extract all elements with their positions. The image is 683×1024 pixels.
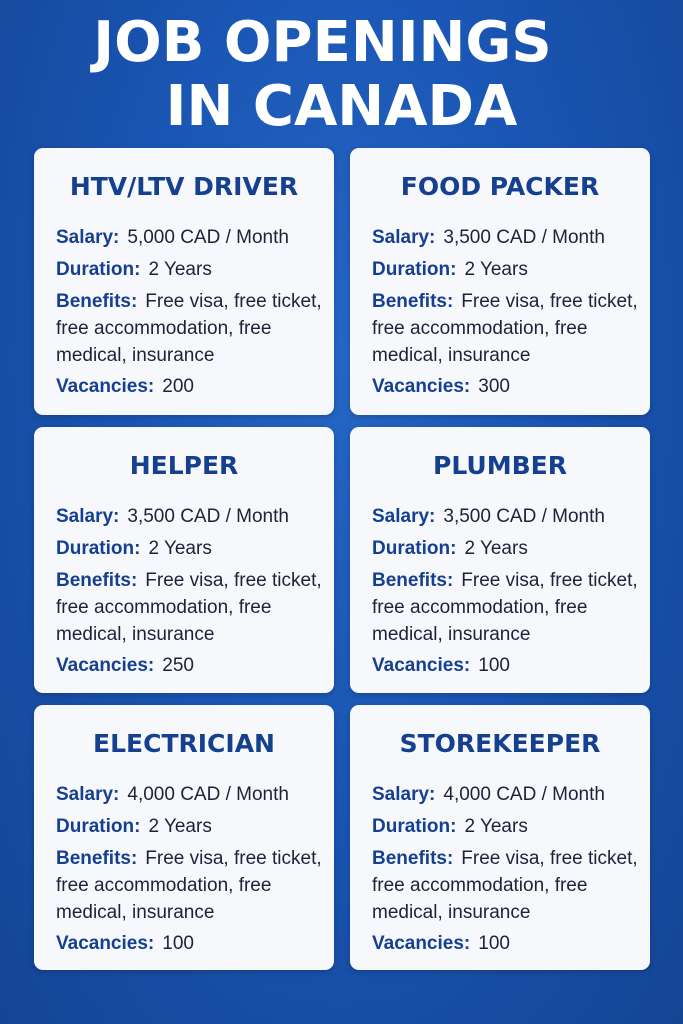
duration-label: Duration: [56, 816, 141, 837]
duration-row [56, 813, 324, 840]
vacancies-value: 300 [478, 376, 510, 397]
duration-value: 2 Years [464, 259, 528, 280]
job-card-htv-ltv-driver [34, 148, 334, 415]
duration-value: 2 Years [464, 816, 528, 837]
duration-value: 2 Years [148, 816, 212, 837]
vacancies-label: Vacancies: [56, 933, 155, 954]
vacancies-value: 100 [162, 933, 194, 954]
salary-row [372, 503, 640, 530]
duration-label: Duration: [372, 538, 457, 559]
job-details [56, 781, 324, 962]
salary-value: 4,000 CAD / Month [127, 784, 289, 805]
duration-row [372, 256, 640, 283]
duration-row [372, 813, 640, 840]
vacancies-label: Vacancies: [372, 933, 471, 954]
salary-value: 3,500 CAD / Month [127, 506, 289, 527]
duration-row [56, 535, 324, 562]
salary-label: Salary: [56, 506, 120, 527]
job-details [56, 503, 324, 684]
salary-value: 3,500 CAD / Month [443, 506, 605, 527]
benefits-label: Benefits: [372, 848, 454, 869]
vacancies-value: 200 [162, 376, 194, 397]
page-title-line-2: IN CANADA [165, 74, 518, 139]
salary-label: Salary: [372, 227, 436, 248]
benefits-value: Free visa, free ticket, free accommodation, free medical, insurance [372, 570, 638, 645]
vacancies-value: 100 [478, 933, 510, 954]
job-card-helper [34, 427, 334, 693]
benefits-value: Free visa, free ticket, free accommodation, free medical, insurance [372, 291, 638, 366]
vacancies-row [56, 652, 324, 679]
job-card-food-packer [350, 148, 650, 415]
salary-row [372, 781, 640, 808]
benefits-value: Free visa, free ticket, free accommodation, free medical, insurance [56, 848, 322, 923]
duration-row [56, 256, 324, 283]
benefits-label: Benefits: [372, 570, 454, 591]
vacancies-label: Vacancies: [372, 376, 471, 397]
job-title: ELECTRICIAN [93, 729, 275, 758]
benefits-row [372, 845, 640, 926]
benefits-value: Free visa, free ticket, free accommodation, free medical, insurance [56, 570, 322, 645]
salary-value: 3,500 CAD / Month [443, 227, 605, 248]
duration-label: Duration: [56, 259, 141, 280]
benefits-row [56, 288, 324, 369]
duration-label: Duration: [56, 538, 141, 559]
salary-value: 4,000 CAD / Month [443, 784, 605, 805]
job-title: HTV/LTV DRIVER [69, 172, 299, 201]
duration-label: Duration: [372, 259, 457, 280]
duration-value: 2 Years [148, 538, 212, 559]
vacancies-value: 250 [162, 655, 194, 676]
job-card-storekeeper [350, 705, 650, 970]
job-card-plumber [350, 427, 650, 693]
benefits-label: Benefits: [56, 291, 138, 312]
benefits-row [372, 288, 640, 369]
job-title: STOREKEEPER [399, 729, 601, 758]
benefits-row [372, 567, 640, 648]
vacancies-value: 100 [478, 655, 510, 676]
benefits-value: Free visa, free ticket, free accommodation, free medical, insurance [372, 848, 638, 923]
duration-label: Duration: [372, 816, 457, 837]
vacancies-row [56, 373, 324, 400]
benefits-label: Benefits: [56, 570, 138, 591]
vacancies-row [372, 652, 640, 679]
vacancies-label: Vacancies: [372, 655, 471, 676]
benefits-label: Benefits: [56, 848, 138, 869]
job-details [372, 781, 640, 962]
salary-row [56, 224, 324, 251]
salary-row [372, 224, 640, 251]
duration-row [372, 535, 640, 562]
job-grid [34, 148, 650, 970]
salary-label: Salary: [56, 227, 120, 248]
job-title: HELPER [129, 451, 239, 480]
salary-label: Salary: [372, 784, 436, 805]
job-details [372, 503, 640, 684]
vacancies-row [56, 930, 324, 957]
salary-label: Salary: [56, 784, 120, 805]
vacancies-label: Vacancies: [56, 655, 155, 676]
job-details [56, 224, 324, 405]
salary-row [56, 781, 324, 808]
salary-label: Salary: [372, 506, 436, 527]
job-details [372, 224, 640, 405]
job-title: FOOD PACKER [400, 172, 600, 201]
benefits-value: Free visa, free ticket, free accommodation, free medical, insurance [56, 291, 322, 366]
vacancies-row [372, 930, 640, 957]
job-card-electrician [34, 705, 334, 970]
duration-value: 2 Years [148, 259, 212, 280]
benefits-row [56, 845, 324, 926]
page-title-line-1: JOB OPENINGS [93, 10, 552, 75]
salary-row [56, 503, 324, 530]
job-title: PLUMBER [433, 451, 567, 480]
benefits-row [56, 567, 324, 648]
salary-value: 5,000 CAD / Month [127, 227, 289, 248]
vacancies-label: Vacancies: [56, 376, 155, 397]
duration-value: 2 Years [464, 538, 528, 559]
benefits-label: Benefits: [372, 291, 454, 312]
vacancies-row [372, 373, 640, 400]
